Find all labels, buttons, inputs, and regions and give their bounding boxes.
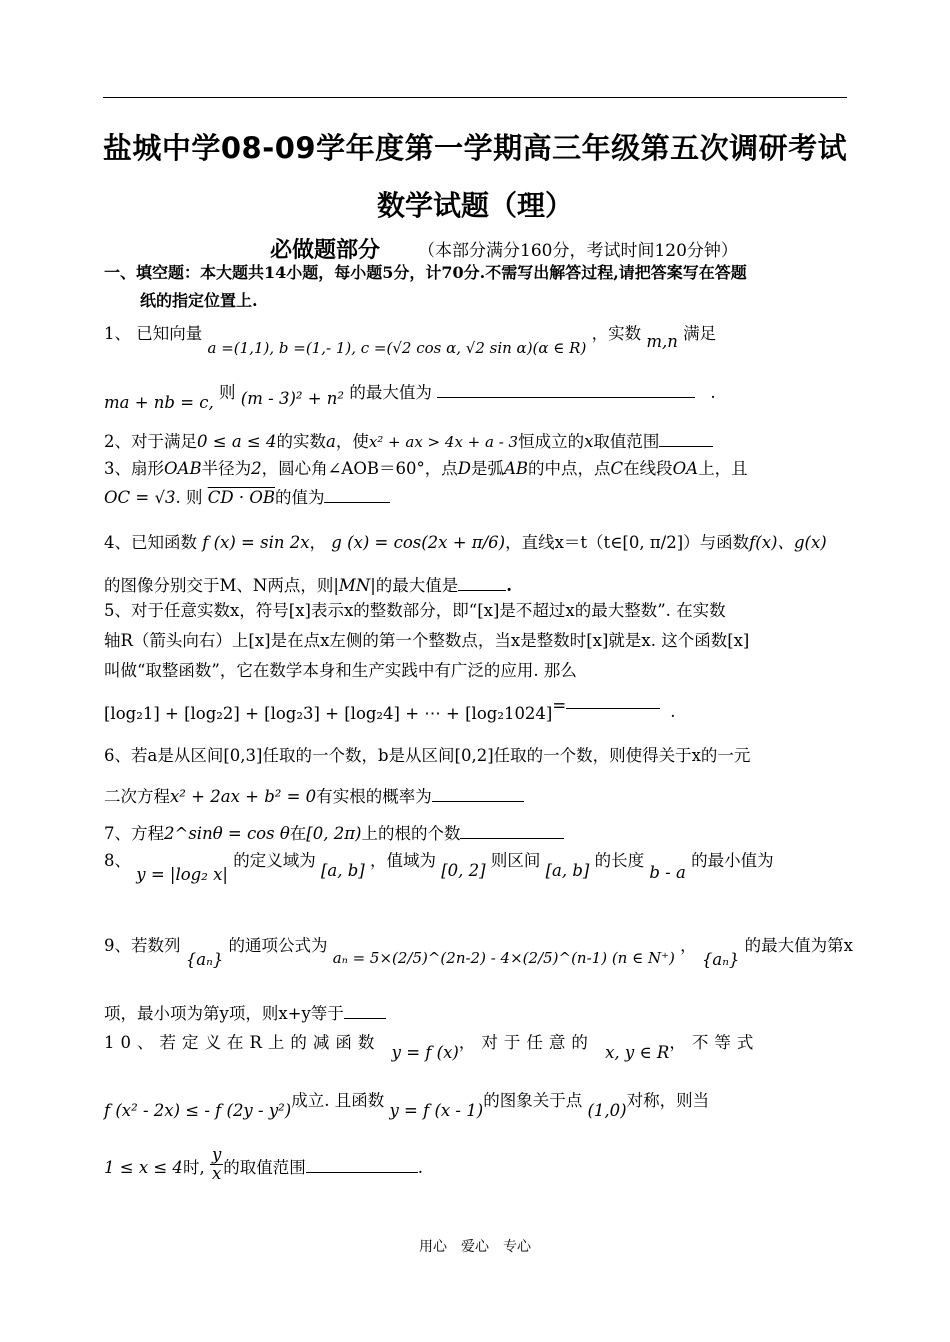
section-heading: 必做题部分 bbox=[270, 238, 381, 263]
q7-answer-blank[interactable] bbox=[460, 822, 564, 839]
q3-answer-blank[interactable] bbox=[324, 486, 390, 503]
exam-subtitle: 数学试题（理） bbox=[376, 189, 573, 222]
q4-line1: 4、已知函数 f (x) = sin 2x， g (x) = cos(2x + π/6)，直线x＝t（t∈[0, π/2]）与函数f(x)、g(x) bbox=[104, 533, 827, 552]
q10-line1: 10、若定义在R上的减函数 y = f (x)，对于任意的 x, y ∈ R，不等式 bbox=[104, 1033, 760, 1062]
q4-line2: 的图像分别交于M、N两点，则|MN|的最大值是 . bbox=[104, 576, 513, 595]
part1-heading-cont: 纸的指定位置上. bbox=[140, 291, 258, 310]
q2-answer-blank[interactable] bbox=[659, 430, 713, 447]
q9-line2: 项，最小项为第y项，则x+y等于 bbox=[104, 1002, 386, 1025]
q3-line1: 3、扇形OAB半径为2，圆心角∠AOB＝60°，点D是弧AB的中点，点C在线段OA上，且 bbox=[104, 459, 748, 478]
q1-line1: 1、 已知向量 a =(1,1), b =(1,- 1), c =(√2 cos α, √2 sin α)(α ∈ R) ，实数 m,n 满足 bbox=[104, 324, 717, 357]
q6-line1: 6、若a是从区间[0,3]任取的一个数，b是从区间[0,2]任取的一个数，则使得关于x的一元 bbox=[104, 746, 751, 765]
q7-line: 7、方程2^sinθ = cos θ在[0, 2π)上的根的个数 bbox=[104, 822, 564, 845]
q5-line4: [log₂1] + [log₂2] + [log₂3] + [log₂4] + ⋯ + [log₂1024]= . bbox=[104, 700, 675, 723]
q9-answer-blank[interactable] bbox=[344, 1002, 386, 1019]
q1-vectors: a =(1,1), b =(1,- 1), c =(√2 cos α, √2 sin α)(α ∈ R) bbox=[207, 339, 587, 357]
part1-heading: 一、填空题：本大题共14小题，每小题5分，计70分.不需写出解答过程,请把答案写在答题 bbox=[104, 263, 747, 282]
q6-answer-blank[interactable] bbox=[432, 785, 524, 802]
q6-line2: 二次方程x² + 2ax + b² = 0有实根的概率为 bbox=[104, 785, 524, 808]
q8-line: 8、 y = |log₂ x| 的定义域为 [a, b] ，值域为 [0, 2] 则区间 [a, b] 的长度 b - a 的最小值为 bbox=[104, 851, 774, 884]
q5-answer-blank[interactable] bbox=[566, 692, 660, 709]
q5-line2: 轴R（箭头向右）上[x]是在点x左侧的第一个整数点，当x是整数时[x]就是x. 这个函数[x] bbox=[104, 631, 750, 650]
q9-line1: 9、若数列 {aₙ} 的通项公式为 aₙ = 5×(2/5)^(2n-2) - 4×(2/5)^(n-1) (n ∈ N⁺) ， {aₙ} 的最大值为第x bbox=[104, 936, 853, 969]
q10-fraction: $\frac{y}{x}$ bbox=[211, 1145, 222, 1183]
exam-title: 盐城中学08-09学年度第一学期高三年级第五次调研考试 bbox=[102, 131, 848, 165]
q10-answer-blank[interactable] bbox=[306, 1156, 418, 1173]
q5-line1: 5、对于任意实数x，符号[x]表示x的整数部分，即“[x]是不超过x的最大整数”. 在实数 bbox=[104, 601, 726, 620]
q5-line3: 叫做“取整函数”，它在数学本身和生产实践中有广泛的应用. 那么 bbox=[104, 661, 577, 680]
q3-line2: OC = √3. 则 CD · OB的值为 bbox=[104, 486, 390, 509]
q4-answer-blank[interactable] bbox=[458, 574, 506, 591]
top-rule bbox=[103, 97, 847, 98]
q10-line2: f (x² - 2x) ≤ - f (2y - y²)成立. 且函数 y = f (x - 1)的图象关于点 (1,0)对称，则当 bbox=[104, 1091, 710, 1120]
q9-formula: aₙ = 5×(2/5)^(2n-2) - 4×(2/5)^(n-1) (n ∈ N⁺) bbox=[332, 949, 675, 967]
q10-line3: 1 ≤ x ≤ 4时, $\frac{y}{x}$ 的取值范围 . bbox=[104, 1145, 424, 1183]
section-note: （本部分满分160分，考试时间120分钟） bbox=[418, 241, 738, 261]
page-footer: 用心 爱心 专心 bbox=[419, 1239, 531, 1255]
q2-line: 2、对于满足0 ≤ a ≤ 4的实数a，使x² + ax > 4x + a - 3恒成立的x取值范围 bbox=[104, 430, 713, 453]
q1-line2: ma + nb = c, 则 (m - 3)² + n² 的最大值为 . bbox=[104, 383, 716, 412]
q1-answer-blank[interactable] bbox=[437, 381, 695, 398]
